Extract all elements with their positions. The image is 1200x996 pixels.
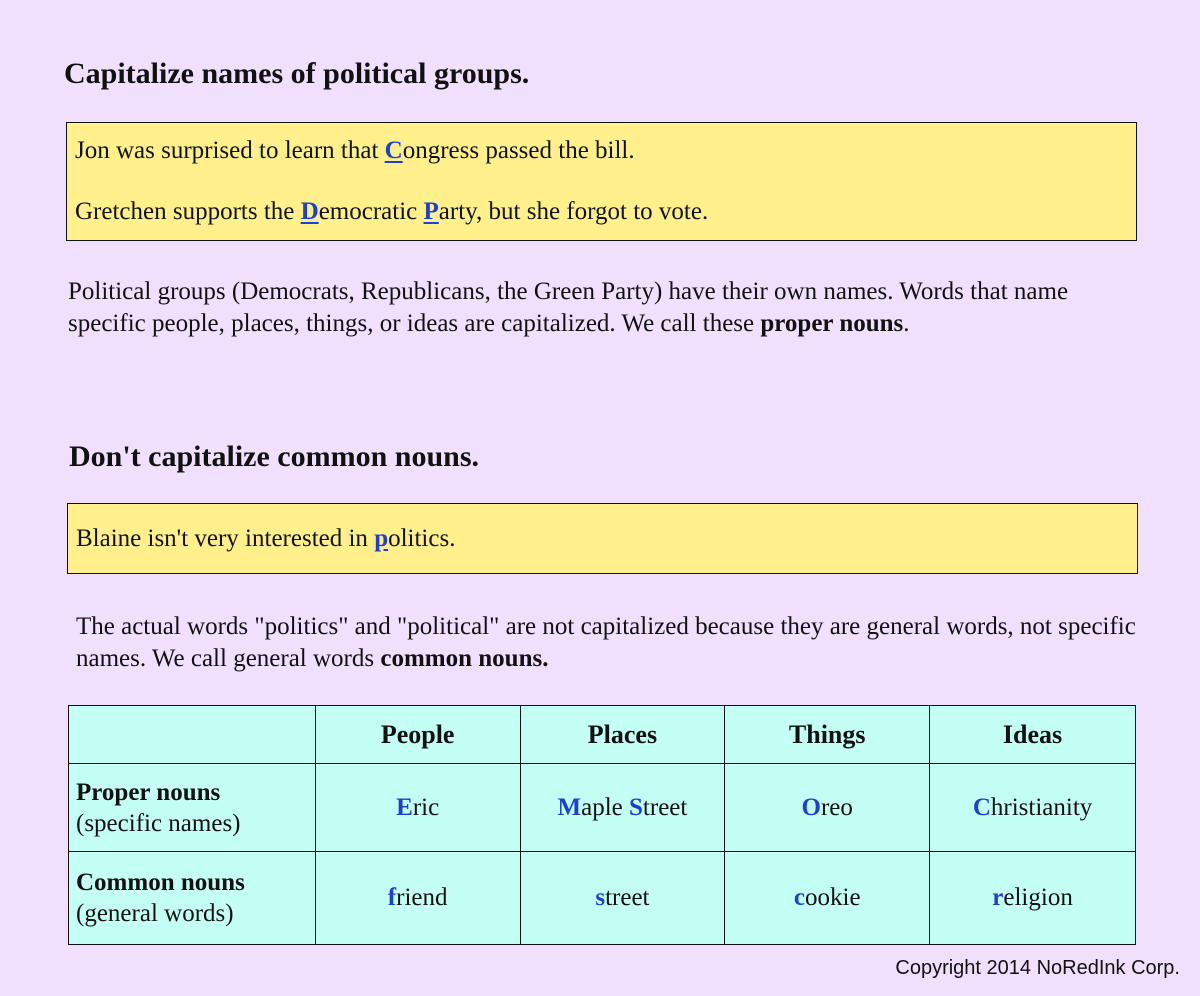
common-nouns-term: common nouns. <box>380 644 549 672</box>
example-box-politics <box>67 503 1138 574</box>
highlight-letter: C <box>384 137 403 164</box>
highlight-letter: D <box>300 198 319 225</box>
table-row-proper-nouns <box>69 764 1136 852</box>
section1-heading: Capitalize names of political groups. <box>64 57 530 90</box>
cell-common-people: friend <box>315 852 520 945</box>
example-sentence-congress: Jon was surprised to learn that Congress passed the bill. <box>75 137 635 164</box>
cell-common-things: cookie <box>725 852 930 945</box>
header-things: Things <box>725 706 930 764</box>
example-sentence-democratic: Gretchen supports the Democratic Party, but she forgot to vote. <box>75 198 709 225</box>
table-row-common-nouns <box>69 852 1136 945</box>
highlight-letter: P <box>423 198 439 225</box>
row-label-common-nouns: Common nouns (general words) <box>69 852 316 945</box>
row-label-proper-nouns: Proper nouns (specific names) <box>69 764 316 852</box>
header-empty <box>69 706 316 764</box>
highlight-letter: p <box>374 525 389 552</box>
copyright-notice: Copyright 2014 NoRedInk Corp. <box>895 957 1180 979</box>
example-sentence-politics: Blaine isn't very interested in politics. <box>76 525 456 552</box>
cell-common-ideas: religion <box>930 852 1136 945</box>
cell-proper-people: Eric <box>315 764 520 852</box>
proper-nouns-term: proper nouns <box>760 309 904 337</box>
cell-common-places: street <box>520 852 725 945</box>
example-box-political <box>66 122 1137 241</box>
table-header-row <box>69 706 1136 764</box>
section2-heading: Don't capitalize common nouns. <box>69 440 480 473</box>
cell-proper-ideas: Christianity <box>930 764 1136 852</box>
header-places: Places <box>520 706 725 764</box>
common-nouns-explanation: The actual words "politics" and "political" are not capitalized because they are general words, not specific names. We call general words common nouns. <box>76 613 1136 672</box>
header-ideas: Ideas <box>930 706 1136 764</box>
header-people: People <box>315 706 520 764</box>
proper-nouns-explanation: Political groups (Democrats, Republicans, the Green Party) have their own names. Words that name specific people, places, things, or ideas are capitalized. We call these proper nouns. <box>68 278 1069 337</box>
nouns-table <box>68 705 1136 945</box>
cell-proper-places: Maple Street <box>520 764 725 852</box>
cell-proper-things: Oreo <box>725 764 930 852</box>
